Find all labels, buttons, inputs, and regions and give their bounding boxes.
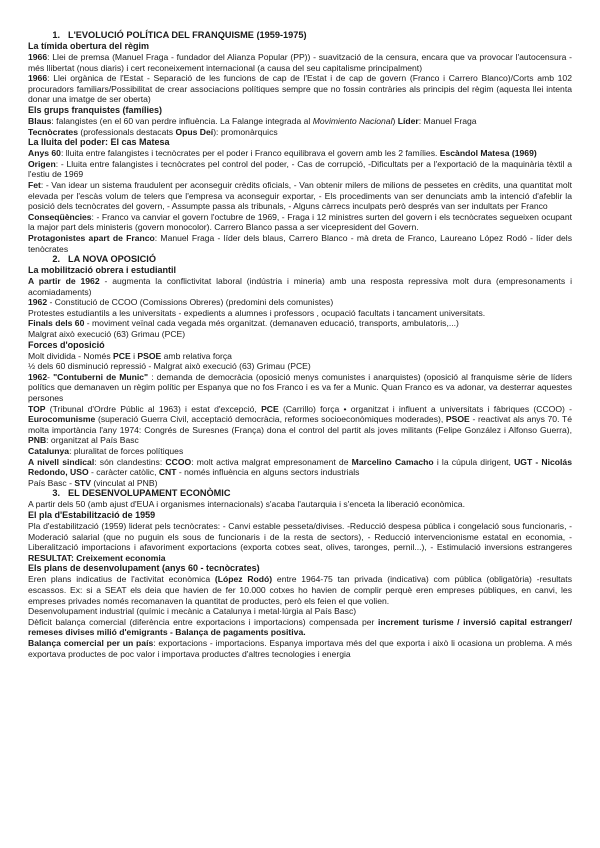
paragraph-molt-dividida: Molt dividida - Només PCE i PSOE amb relativa força — [28, 350, 232, 361]
paragraph-llei-premsa: 1966: Llei de premsa (Manuel Fraga - fundador del Alianza Popular (PP)) - suavització de la censura, encara que va provocar l'autocensura - més llibertat (nous diaris) i cert reconeixement internacional (a causa del seu capitalisme principalment) — [28, 52, 572, 73]
paragraph-top: TOP (Tribunal d'Ordre Públic al 1963) i estat d'excepció, PCE (Carrillo) força • organitzat i influent a universitats i fàbriques (CCOO) - Eurocomunisme (superació Guerra Civil, acceptació democràcia, reformes socioeconòmiques moderades), PSOE - reactivat als anys 70. Té molta importància l'any 1974: Congrés de Suresnes (França) dona el control del partit als joves militants (Felipe González i Alfonso Guerra), PNB: organitzat al País Basc — [28, 403, 572, 446]
paragraph-liberacio: A partir dels 50 (amb ajust d'EUA i organismes internacionals) s'acaba l'autarquia i s'enceta la liberació econòmica. — [28, 499, 465, 510]
subheading-plans-desenvolupament: Els plans de desenvolupament (anys 60 - tecnòcrates) — [28, 563, 260, 574]
section-heading-3: 3. EL DESENVOLUPAMENT ECONÒMIC — [52, 488, 231, 499]
paragraph-anys-60: Anys 60: lluita entre falangistes i tecnòcrates per el poder i Franco equilibrava el govern amb les 2 famílies. Escàndol Matesa (1969) — [28, 148, 537, 159]
paragraph-contuberni: 1962- "Contuberni de Munic" : demanda de democràcia (oposició menys comunistes i anarquistes) (oposició al franquisme sèrie de líders polítics que demanaven un règim polític per Espanya que no fos Franco i es va fer a Munic. Quan Franco es va adonar, va desterrar aquestes persones — [28, 371, 572, 404]
paragraph-consequencies: Conseqüències: - Franco va canviar el govern l'octubre de 1969, - Fraga i 12 ministres surten del govern i els tecnòcrates segueixen ocupant la major part dels ministeris (govern monocolor). Carrero Blanco passa a ser vicepresident del Govern. — [28, 211, 572, 233]
paragraph-deficit: Dèficit balança comercial (diferència entre exportacions i importacions) compensada per increment turisme / inversió capital estranger/ remeses divises milió d'emigrants - Balança de pagaments positiva. — [28, 616, 572, 638]
section-heading-2: 2. LA NOVA OPOSICIÓ — [52, 254, 156, 265]
paragraph-origen: Origen: - Lluita entre falangistes i tecnòcrates pel control del poder, - Cas de corrupció, -Dificultats per a l'exportació de la maquinària tèxtil a l'estiu de 1969 — [28, 158, 572, 180]
paragraph-balanca-comercial: Balança comercial per un país: exportacions - importacions. Espanya importava més del que exporta i això li ocasiona un problema. A més exportava productes de poc valor i importava productes d'altres tecnologies i energia — [28, 637, 572, 659]
paragraph-tecnocrates: Tecnòcrates (professionals destacats Opus Deí): promonàrquics — [28, 126, 278, 137]
paragraph-plans-indicatius: Eren plans indicatius de l'activitat econòmica (López Rodó) entre 1964-75 tan privada (indicativa) com pública (obligatòria) -resultats escassos. Ex: si a SEAT els deia que havien de fer 10.000 cotxes ho havien de complir perquè eren empreses públiques, en canvi, les empreses privades només recomanaven la quantitat de productes, però els feien el que volien. — [28, 574, 572, 606]
paragraph-fet: Fet: - Van idear un sistema fraudulent per aconseguir crèdits oficials, - Van obtenir milers de milions de pessetes en crèdits, una quantitat molt elevada per l'escàs volum de telers que l'empresa va aconseguir exportar, - Els procediments van ser denunciats amb la intenció d'afeblir la posició dels tecnòcrates del govern, - Assumpte passa als tribunals, - Alguns càrrecs inculpats però després van ser indultats per Franco — [28, 179, 572, 212]
paragraph-1962-ccoo: 1962 - Constitució de CCOO (Comissions Obreres) (predomini dels comunistes) — [28, 297, 334, 308]
paragraph-pla-1959: Pla d'estabilització (1959) liderat pels tecnòcrates: - Canvi estable pesseta/divises. -Reducció despesa pública i congelació sous funcionaris, - Moderació salarial (que no puguin els sous de funcionaris i de la resta de sectors), - Reducció intervencionisme estatal en economia, - Liberalització importacions i afavoriment exportacions (exporta cotxes seat, olives, taronges, pernil...), - Estimulació inversions estrangeres RESULTAT: Creixement economia — [28, 520, 572, 563]
paragraph-blaus: Blaus: falangistes (en el 60 van perdre influència. La Falange integrada al Movimiento Nacional) Líder: Manuel Fraga — [28, 115, 477, 126]
paragraph-llei-organica: 1966: Llei orgànica de l'Estat - Separació de les funcions de cap de l'Estat i de cap de govern (Franco i Carrero Blanco)/Corts amb 102 procuradors familiars/Possibilitat de crear associacions polítiques sempre que no fossin contràries als principis del règim (aquesta llei intenta donar una imatge de ser oberta) — [28, 73, 572, 105]
subheading-cas-matesa: La lluita del poder: El cas Matesa — [28, 137, 170, 148]
paragraph-desenvolupament-industrial: Desenvolupament industrial (químic i mecànic a Catalunya i metal·lúrgia al País Basc) — [28, 606, 357, 617]
paragraph-protestes: Protestes estudiantils a les universitats - expedients a alumnes i professors , ocupació facultats i tancament universitats. — [28, 307, 486, 318]
paragraph-disminucio-repressio: ½ dels 60 disminució repressió - Malgrat això execució (63) Grimau (PCE) — [28, 361, 311, 372]
subheading-timida-obertura: La tímida obertura del règim — [28, 41, 150, 51]
section-heading-1: 1. L'EVOLUCIÓ POLÍTICA DEL FRANQUISME (1959-1975) — [52, 30, 307, 40]
paragraph-protagonistes: Protagonistes apart de Franco: Manuel Fraga - líder dels blaus, Carrero Blanco - mà dreta de Franco, Laureano López Rodó - líder dels tenòcrates — [28, 232, 572, 254]
subheading-forces-oposicio: Forces d'oposició — [28, 339, 105, 350]
subheading-mobilitzacio: La mobilització obrera i estudiantil — [28, 265, 177, 276]
subheading-pla-estabilitzacio: El pla d'Estabilització de 1959 — [28, 509, 156, 520]
paragraph-pais-basc: País Basc - STV (vinculat al PNB) — [28, 477, 158, 488]
paragraph-1962-conflictivitat: A partir de 1962 - augmenta la conflictivitat laboral (indústria i mineria) amb una resposta repressiva molt dura (empresonaments i acomiadaments) — [28, 276, 572, 297]
paragraph-finals-60: Finals dels 60 - moviment veïnal cada vegada més organitzat. (demanaven educació, transports, ambulatoris,...) — [28, 318, 459, 329]
subheading-grups-franquistes: Els grups franquistes (famílies) — [28, 104, 163, 115]
paragraph-sindical: A nivell sindical: són clandestins: CCOO: molt activa malgrat empresonament de Marcelino Camacho i la cúpula dirigent, UGT - Nicolás Redondo, USO - caràcter catòlic, CNT - només influència en alguns sectors industrials — [28, 456, 572, 478]
paragraph-grimau: Malgrat això execució (63) Grimau (PCE) — [28, 329, 186, 340]
paragraph-catalunya: Catalunya: pluralitat de forces polítiques — [28, 446, 184, 456]
